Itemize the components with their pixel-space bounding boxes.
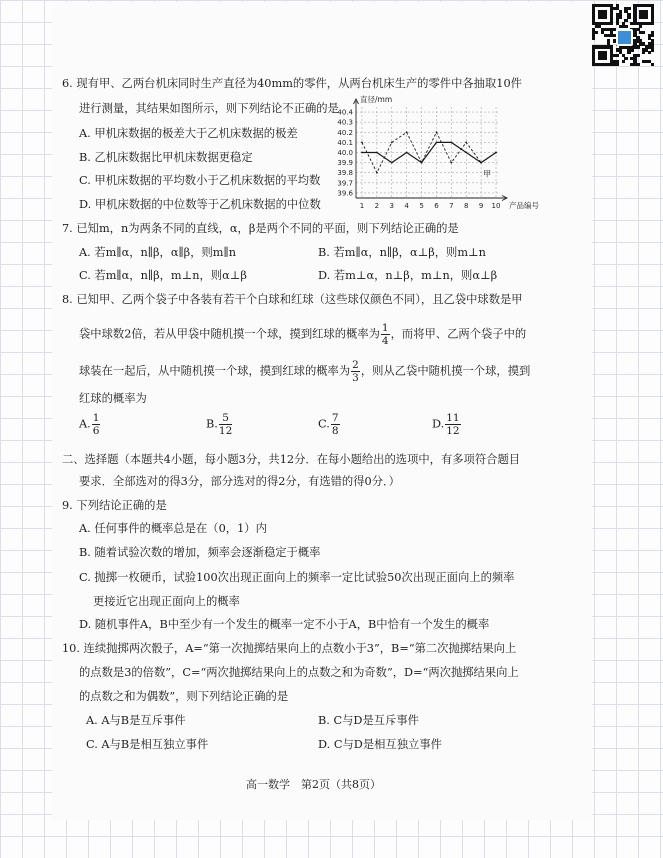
q8-fraction-2 — [351, 359, 360, 384]
x-tick-label: 9 — [478, 202, 484, 210]
q8-fraction-1-den: 4 — [381, 335, 389, 347]
q8-line2-text-b: ，而将甲、乙两个袋子中的 — [390, 327, 527, 341]
x-tick-label: 6 — [434, 202, 439, 210]
series-point — [436, 141, 438, 143]
y-tick-label: 40.2 — [337, 128, 353, 137]
qr-module — [651, 48, 654, 51]
qr-module — [604, 16, 607, 19]
q9-option-a: A. 任何事件的概率总是在（0，1）内 — [79, 522, 267, 535]
q8-option-a — [79, 412, 101, 437]
series-point — [361, 152, 363, 154]
series-point — [465, 141, 467, 143]
q8-option-c-fraction — [331, 412, 340, 437]
qr-module — [627, 7, 630, 10]
q8-line2-text-a: 袋中球数2倍，若从甲袋中随机摸一个球，摸到红球的概率为 — [79, 327, 380, 341]
y-tick-label: 40.1 — [337, 138, 353, 147]
qr-module — [630, 48, 633, 51]
qr-module — [622, 60, 625, 63]
q8-option-c-num: 7 — [331, 412, 339, 424]
q8-option-a-den: 6 — [92, 425, 100, 437]
series-point — [376, 172, 378, 174]
page-footer: 高一数学 第2页（共8页） — [246, 778, 381, 791]
qr-module — [651, 34, 654, 37]
y-tick-label: 39.6 — [337, 189, 353, 198]
series-point — [480, 162, 482, 164]
q8-option-b-fraction — [219, 412, 232, 437]
q9-option-c-line2: 更接近它出现正面向上的概率 — [93, 595, 240, 608]
q8-option-d-label: D. — [432, 417, 445, 431]
x-tick-label: 5 — [419, 202, 424, 210]
q8-option-a-num: 1 — [92, 412, 100, 424]
series-line-solid — [362, 142, 496, 162]
q10-stem-line1: 10. 连续抛掷两次骰子，A=“第一次抛掷结果向上的点数小于3”，B=“第二次抛掷结果向上 — [62, 642, 517, 655]
x-tick-label: 7 — [449, 202, 454, 210]
q9-stem: 9. 下列结论正确的是 — [62, 499, 167, 512]
qr-module — [648, 51, 651, 54]
q9-option-b: B. 随着试验次数的增加，频率会逐渐稳定于概率 — [79, 546, 321, 559]
q10-option-a: A. A与B是互斥事件 — [86, 714, 186, 727]
y-tick-label: 40.0 — [337, 149, 353, 157]
q7-option-a: A. 若m∥α，n∥β，α∥β，则m∥n — [79, 246, 236, 259]
x-tick-label: 8 — [463, 202, 469, 210]
q8-option-a-label: A. — [79, 417, 91, 431]
series-point — [376, 152, 378, 154]
x-tick-label: 3 — [389, 202, 395, 210]
q8-stem-line2 — [79, 322, 526, 347]
q8-fraction-2-den: 3 — [352, 372, 359, 384]
series-point — [450, 162, 452, 164]
x-tick-label: 1 — [359, 202, 365, 210]
qr-module — [636, 54, 639, 57]
q8-option-d-fraction — [445, 412, 460, 437]
diameter-line-chart — [326, 94, 560, 218]
series-point — [436, 131, 438, 133]
qr-module — [595, 31, 598, 34]
series-point — [406, 131, 408, 133]
q10-option-c: C. A与B是相互独立事件 — [86, 738, 209, 751]
section2-instructions-line1: 二、选择题（本题共4小题，每小题3分，共12分．在每小题给出的选项中，有多项符合题目 — [62, 453, 521, 466]
q8-option-d-den: 12 — [446, 425, 460, 437]
qr-module — [604, 57, 607, 60]
series-point — [391, 162, 393, 164]
q10-stem-line3: 的点数之和为偶数”，则下列结论正确的是 — [79, 690, 289, 703]
y-tick-label: 40.3 — [337, 118, 353, 127]
qr-module — [636, 63, 639, 66]
q6-option-a: A. 甲机床数据的极差大于乙机床数据的极差 — [79, 127, 298, 140]
q8-option-b-label: B. — [206, 417, 218, 431]
qr-module — [624, 19, 627, 22]
y-tick-label: 39.9 — [337, 159, 353, 168]
series-point — [406, 152, 408, 154]
y-axis-label: 直径/mm — [360, 95, 393, 104]
series-point — [450, 141, 452, 143]
q10-stem-line2: 的点数是3的倍数”，C=“两次抛掷结果向上的点数之和为奇数”，D=“两次抛掷结果向上 — [79, 666, 519, 679]
q8-option-b-den: 12 — [218, 425, 233, 437]
q8-option-d-num: 11 — [446, 412, 460, 424]
q6-stem-line1: 6. 现有甲、乙两台机床同时生产直径为40mm的零件，从两台机床生产的零件中各抽取10件 — [62, 77, 522, 90]
qr-module — [639, 25, 642, 28]
series-point — [465, 152, 467, 154]
q6-option-d: D. 甲机床数据的中位数等于乙机床数据的中位数 — [79, 198, 321, 211]
q7-option-c: C. 若m∥α，n∥β，m⊥n，则α⊥β — [79, 269, 247, 282]
q6-stem-line2: 进行测量，其结果如图所示，则下列结论不正确的是 — [79, 102, 339, 115]
qr-module — [651, 22, 654, 25]
qr-module — [624, 25, 627, 28]
q8-option-c — [318, 412, 341, 437]
series-point — [391, 141, 393, 143]
q8-fraction-1 — [381, 322, 390, 347]
qr-module — [592, 36, 595, 39]
qr-module — [642, 31, 645, 34]
qr-module — [636, 45, 639, 48]
series-point — [421, 162, 423, 164]
y-tick-label: 39.7 — [337, 179, 353, 188]
qr-code — [592, 4, 654, 70]
qr-module — [627, 51, 630, 54]
q8-stem-line4: 红球的概率为 — [79, 392, 147, 405]
q10-option-d: D. C与D是相互独立事件 — [318, 738, 442, 751]
qr-module — [619, 16, 622, 19]
q8-stem-line1: 8. 已知甲、乙两个袋子中各装有若干个白球和红球（这些球仅颜色不同），且乙袋中球数是甲 — [62, 293, 523, 306]
q7-option-d: D. 若m⊥α，n⊥β，m⊥n，则α⊥β — [318, 269, 498, 282]
qr-module — [616, 63, 619, 66]
series-point — [495, 152, 497, 154]
series-point — [361, 141, 363, 143]
q8-line3-text-b: ，则从乙袋中随机摸一个球，摸到 — [360, 364, 531, 378]
qr-module — [642, 51, 645, 54]
q7-stem: 7. 已知m，n为两条不同的直线，α，β是两个不同的平面，则下列结论正确的是 — [62, 222, 459, 235]
qr-module — [616, 54, 619, 57]
x-axis-label: 产品编号 — [509, 201, 539, 210]
q8-option-c-den: 8 — [331, 425, 339, 437]
qr-module — [645, 16, 648, 19]
q9-option-c-line1: C. 抛掷一枚硬币，试验100次出现正面向上的频率一定比试验50次出现正面向上的频率 — [79, 571, 515, 584]
series-label: 甲 — [483, 169, 492, 179]
qr-module — [610, 22, 613, 25]
q8-option-b — [206, 412, 233, 437]
qr-module — [624, 57, 627, 60]
q8-fraction-2-num: 2 — [352, 359, 359, 371]
x-tick-label: 4 — [404, 202, 409, 210]
x-tick-label: 10 — [491, 202, 501, 210]
section2-instructions-line2: 要求．全部选对的得3分，部分选对的得2分，有选错的得0分．） — [79, 475, 400, 488]
q9-option-d: D. 随机事件A，B中至少有一个发生的概率一定不小于A，B中恰有一个发生的概率 — [79, 618, 490, 631]
q6-option-b: B. 乙机床数据比甲机床数据更稳定 — [79, 151, 253, 164]
y-tick-label: 40.4 — [337, 108, 353, 117]
qr-module — [627, 16, 630, 19]
q8-option-a-fraction — [92, 412, 101, 437]
q8-option-c-label: C. — [318, 417, 330, 431]
q7-option-b: B. 若m∥α，n∥β，α⊥β，则m⊥n — [318, 246, 486, 259]
q8-option-b-num: 5 — [219, 412, 232, 425]
y-tick-label: 39.8 — [337, 169, 353, 178]
q6-option-c: C. 甲机床数据的平均数小于乙机床数据的平均数 — [79, 174, 321, 187]
q8-stem-line3 — [79, 359, 530, 384]
q8-fraction-1-num: 1 — [381, 322, 389, 334]
q10-option-b: B. C与D是互斥事件 — [318, 714, 419, 727]
q8-option-d — [432, 412, 462, 437]
x-tick-label: 2 — [374, 202, 380, 210]
qr-logo-icon — [616, 29, 633, 46]
q8-line3-text-a: 球装在一起后，从中随机摸一个球，摸到红球的概率为 — [79, 364, 351, 378]
qr-module — [651, 63, 654, 66]
